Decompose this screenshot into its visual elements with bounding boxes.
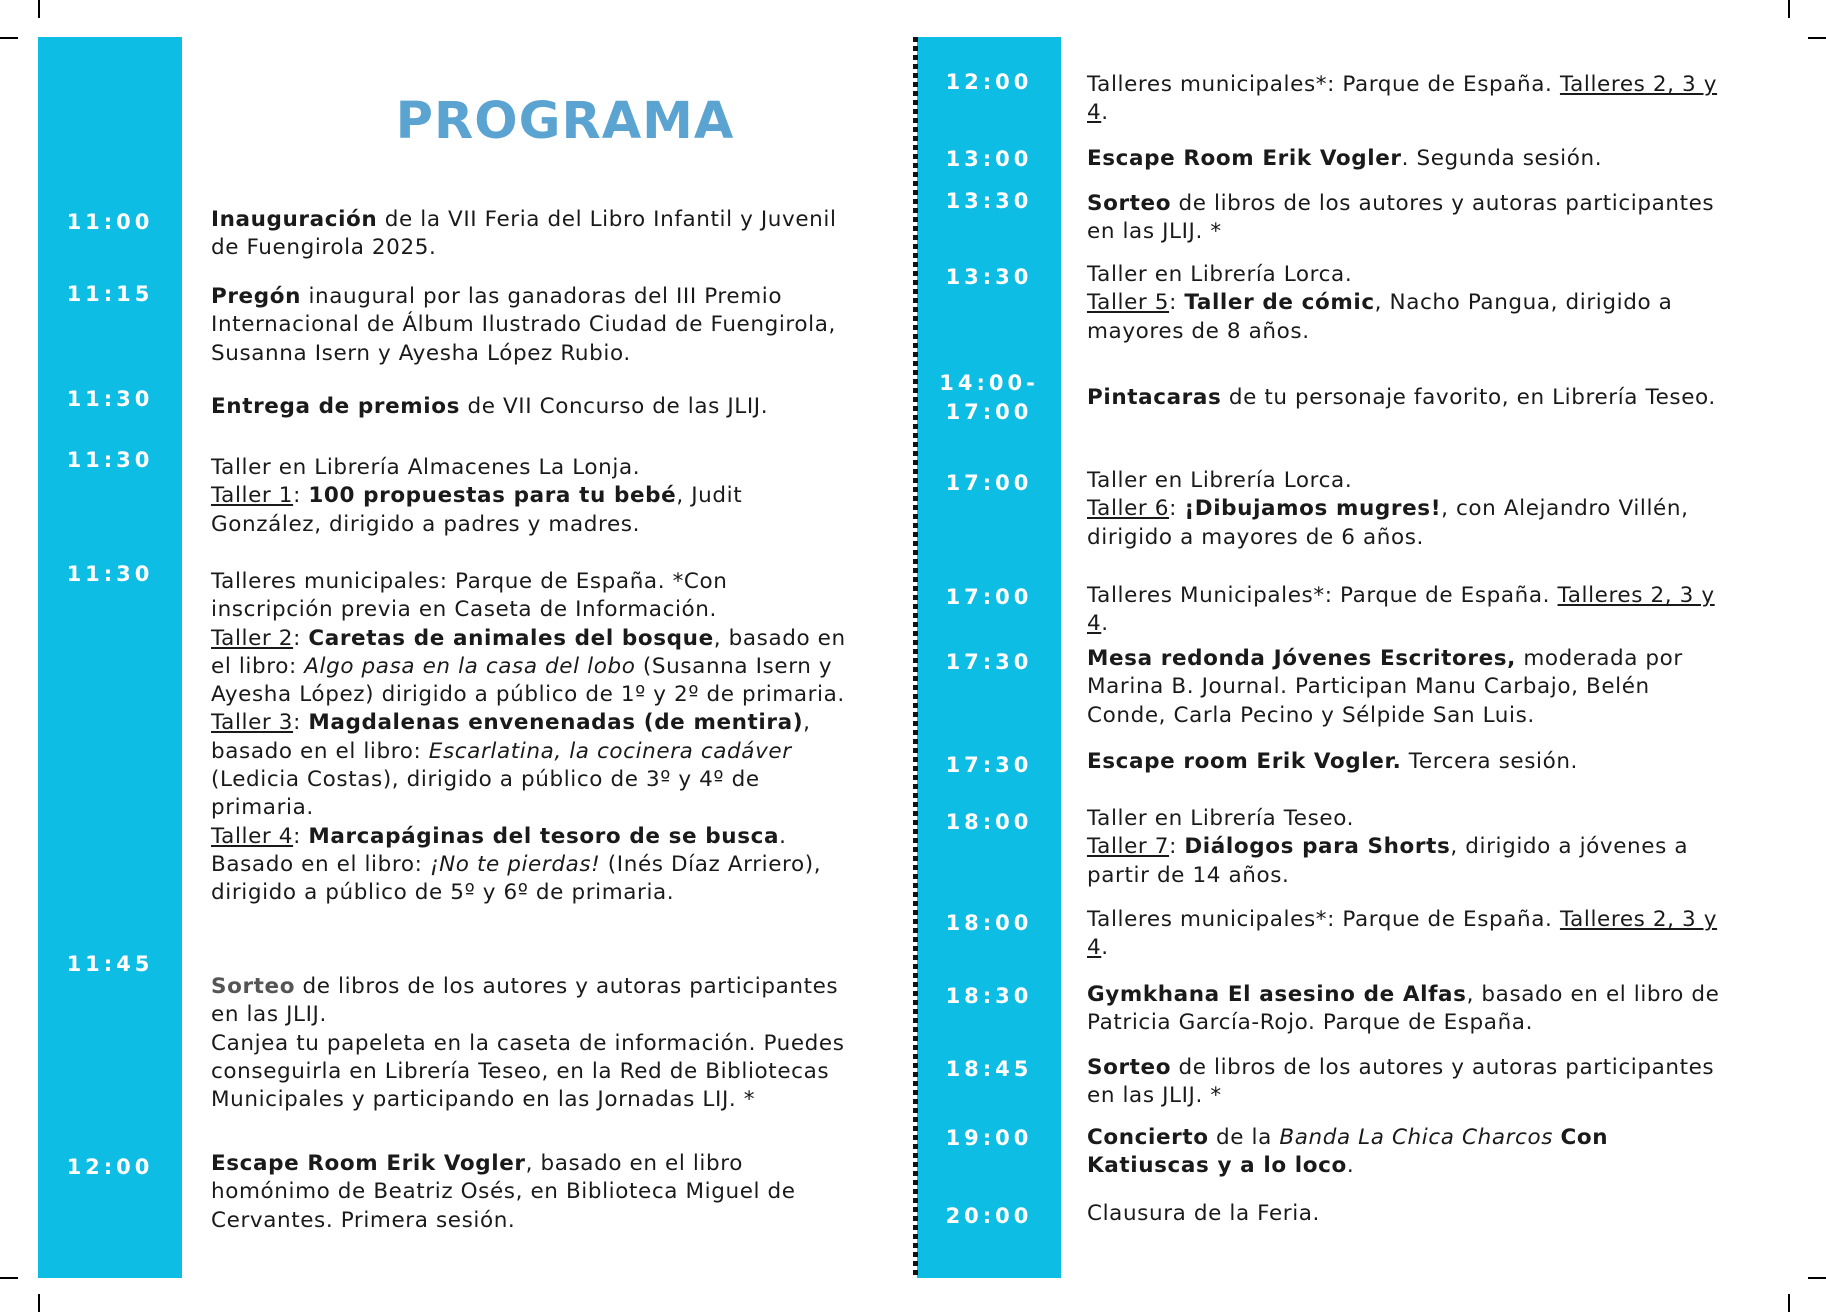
event-line [211,206,851,263]
crop-mark [1808,1277,1826,1279]
event-text: Inauguración [211,207,378,232]
time-label: 19:00 [945,1126,1033,1150]
event-line [211,973,851,1030]
event-text: Banda La Chica Charcos [1279,1125,1554,1150]
event-description [1087,467,1727,552]
event-text: Escape Room Erik Vogler [211,1151,526,1176]
event-text: Magdalenas envenenadas (de mentira) [308,710,804,736]
event-description [1087,71,1727,128]
event-text: 100 propuestas para tu bebé [308,483,677,509]
event-text: de tu personaje favorito, en Librería Teseo. [1221,385,1716,410]
event-description [1087,748,1727,776]
taller-link: Taller 3 [211,710,294,736]
event-text: , Nacho Pangua, dirigido a mayores de 8 años. [1087,290,1673,344]
event-text: Talleres municipales*: Parque de España. [1087,907,1560,932]
event-line [211,482,851,539]
event-text: : [293,823,309,849]
event-text: (Ledicia Costas), dirigido a público de 3º y 4º de primaria. [211,767,760,821]
event-line [1087,906,1727,963]
event-text: : [293,483,309,509]
event-line [1087,645,1727,730]
time-label: 13:00 [945,147,1033,171]
event-line [1087,1200,1727,1228]
event-text: Sorteo [1087,191,1172,216]
event-line [1087,805,1727,833]
event-text: Clausura de la Feria. [1087,1201,1320,1226]
event-line [1087,495,1727,552]
event-text: : [293,625,309,651]
event-line [1087,261,1727,289]
event-text: , con Alejandro Villén, dirigido a mayores de 6 años. [1087,496,1689,550]
event-text: Taller en Librería Lorca. [1087,468,1353,493]
event-line [1087,467,1727,495]
event-text: : [1169,834,1185,860]
event-text: , basado en el libro: [211,710,811,764]
event-text: Entrega de premios [211,394,461,419]
event-description [211,1150,851,1235]
event-text: : [1169,290,1185,316]
event-text: Pintacaras [1087,385,1222,410]
event-description [211,283,851,368]
event-line [1087,1124,1727,1181]
time-label: 11:30 [66,387,154,411]
event-text: ¡Dibujamos mugres! [1184,496,1442,522]
event-line [211,454,851,482]
taller-link: Taller 4 [211,823,294,849]
event-text: Tercera sesión. [1401,749,1578,774]
time-label: 11:00 [66,210,154,234]
event-line [211,1150,851,1235]
time-label: 12:00 [66,1155,154,1179]
event-text: Caretas de animales del bosque [308,625,714,651]
event-text: Sorteo [1087,1055,1172,1080]
event-description [211,454,851,539]
time-label: 18:00 [945,810,1033,834]
event-text: moderada por Marina B. Journal. Participan Manu Carbajo, Belén Conde, Carla Pecino y Sélpide San Luis. [1087,646,1683,728]
event-line [211,568,851,625]
event-line [1087,582,1727,639]
event-line [1087,981,1727,1038]
taller-link: Taller 2 [211,625,294,651]
crop-mark [38,1294,40,1312]
event-text: Algo pasa en la casa del lobo [304,653,636,679]
event-line [1087,384,1727,412]
event-text: Taller en Librería Teseo. [1087,806,1355,831]
event-text: . Basado en el libro: [211,823,787,877]
page-title: PROGRAMA [395,92,735,151]
time-label: 11:45 [66,952,154,976]
event-text: inaugural por las ganadoras del III Premio Internacional de Álbum Ilustrado Ciudad de Fuengirola, Susanna Isern y Ayesha López Rubio. [211,284,836,366]
event-text: de VII Concurso de las JLIJ. [460,394,769,419]
event-description [1087,981,1727,1038]
event-text: Escape Room Erik Vogler [1087,146,1402,171]
event-line [211,823,851,908]
event-line [211,393,851,421]
event-description [1087,261,1727,346]
taller-link: Talleres 2, 3 y 4 [1087,72,1718,126]
event-text: Marcapáginas del tesoro de se busca [308,823,780,849]
event-text: . Segunda sesión. [1401,146,1603,171]
event-text: de la [1208,1125,1280,1150]
event-text: Diálogos para Shorts [1184,834,1451,860]
event-text: Canjea tu papeleta en la caseta de información. Puedes conseguirla en Librería Teseo, en la Red de Bibliotecas Municipales y participando en las Jornadas LIJ. * [211,1030,845,1113]
event-description [211,568,851,908]
event-text: . [1101,611,1109,637]
crop-mark [1788,1294,1790,1312]
event-line [1087,1054,1727,1111]
time-label: 17:30 [945,650,1033,674]
crop-mark [0,37,18,39]
taller-link: Taller 5 [1087,290,1170,316]
time-label: 13:30 [945,189,1033,213]
event-text: : [293,710,309,736]
taller-link: Taller 1 [211,483,294,509]
event-description [211,973,851,1114]
event-text: , dirigido a jóvenes a partir de 14 años. [1087,834,1689,888]
event-description [1087,384,1727,412]
event-line [211,709,851,822]
event-line [1087,145,1727,173]
event-line [1087,748,1727,776]
event-text: de libros de los autores y autoras participantes en las JLIJ. * [1087,1055,1715,1109]
event-text: Pregón [211,284,302,309]
event-text: : [1169,496,1185,522]
event-text: Con Katiuscas y a lo loco [1087,1125,1609,1179]
event-description [211,393,851,421]
event-description [1087,145,1727,173]
crop-mark [38,0,40,18]
event-description [1087,906,1727,963]
time-label: 18:45 [945,1057,1033,1081]
crop-mark [0,1277,18,1279]
event-line [1087,71,1727,128]
event-description [1087,1054,1727,1111]
event-text: ¡No te pierdas! [429,851,601,877]
event-text: , basado en el libro: [211,625,846,679]
event-text: Talleres Municipales*: Parque de España. [1087,583,1558,608]
event-text: . [1101,100,1109,126]
time-label: 12:00 [945,70,1033,94]
event-description [1087,645,1727,730]
event-description [1087,1200,1727,1228]
event-text: Talleres municipales*: Parque de España. [1087,72,1560,97]
time-label: 11:30 [66,562,154,586]
event-text: (Susanna Isern y Ayesha López) dirigido a público de 1º y 2º de primaria. [211,653,845,708]
event-line [211,1030,851,1115]
crop-mark [1808,37,1826,39]
event-line [1087,833,1727,890]
event-text: de la VII Feria del Libro Infantil y Juvenil de Fuengirola 2025. [211,207,837,261]
event-description [1087,582,1727,639]
event-text: , basado en el libro homónimo de Beatriz Osés, en Biblioteca Miguel de Cervantes. Primera sesión. [211,1151,796,1233]
event-text: Taller de cómic [1184,290,1375,316]
time-label: 17:00 [945,471,1033,495]
event-text: Sorteo [211,974,296,999]
event-description [1087,190,1727,247]
event-text: Taller en Librería Almacenes La Lonja. [211,455,641,480]
event-line [211,625,851,710]
event-text: Concierto [1087,1125,1209,1150]
time-label: 17:30 [945,753,1033,777]
event-description [211,206,851,263]
crop-mark [1788,0,1790,18]
time-label: 20:00 [945,1204,1033,1228]
taller-link: Talleres 2, 3 y 4 [1087,907,1718,961]
time-label: 14:00- 17:00 [939,371,1039,424]
taller-link: Taller 6 [1087,496,1170,522]
event-text: , Judit González, dirigido a padres y madres. [211,483,743,537]
time-label: 18:30 [945,984,1033,1008]
event-text: Mesa redonda Jóvenes Escritores, [1087,646,1516,671]
event-text: Gymkhana El asesino de Alfas [1087,982,1467,1007]
event-text: de libros de los autores y autoras participantes en las JLIJ. * [1087,191,1715,245]
event-text: de libros de los autores y autoras participantes en las JLIJ. [211,974,839,1028]
event-description [1087,805,1727,890]
event-text: (Inés Díaz Arriero), dirigido a público de 5º y 6º de primaria. [211,851,822,906]
event-text: Escarlatina, la cocinera cadáver [428,738,792,764]
event-line [1087,289,1727,346]
event-description [1087,1124,1727,1181]
time-label: 11:30 [66,448,154,472]
event-line [1087,190,1727,247]
event-text: Escape room Erik Vogler. [1087,749,1402,774]
time-label: 13:30 [945,265,1033,289]
time-label: 17:00 [945,585,1033,609]
event-line [211,283,851,368]
event-text: . [1101,935,1109,961]
event-text: . [1346,1153,1355,1179]
taller-link: Talleres 2, 3 y 4 [1087,583,1715,637]
time-label: 18:00 [945,911,1033,935]
event-text: Taller en Librería Lorca. [1087,262,1353,287]
event-text: Talleres municipales: Parque de España. *Con inscripción previa en Caseta de Información. [211,569,728,623]
event-text: , basado en el libro de Patricia García-Rojo. Parque de España. [1087,982,1720,1036]
taller-link: Taller 7 [1087,834,1170,860]
time-label: 11:15 [66,282,154,306]
